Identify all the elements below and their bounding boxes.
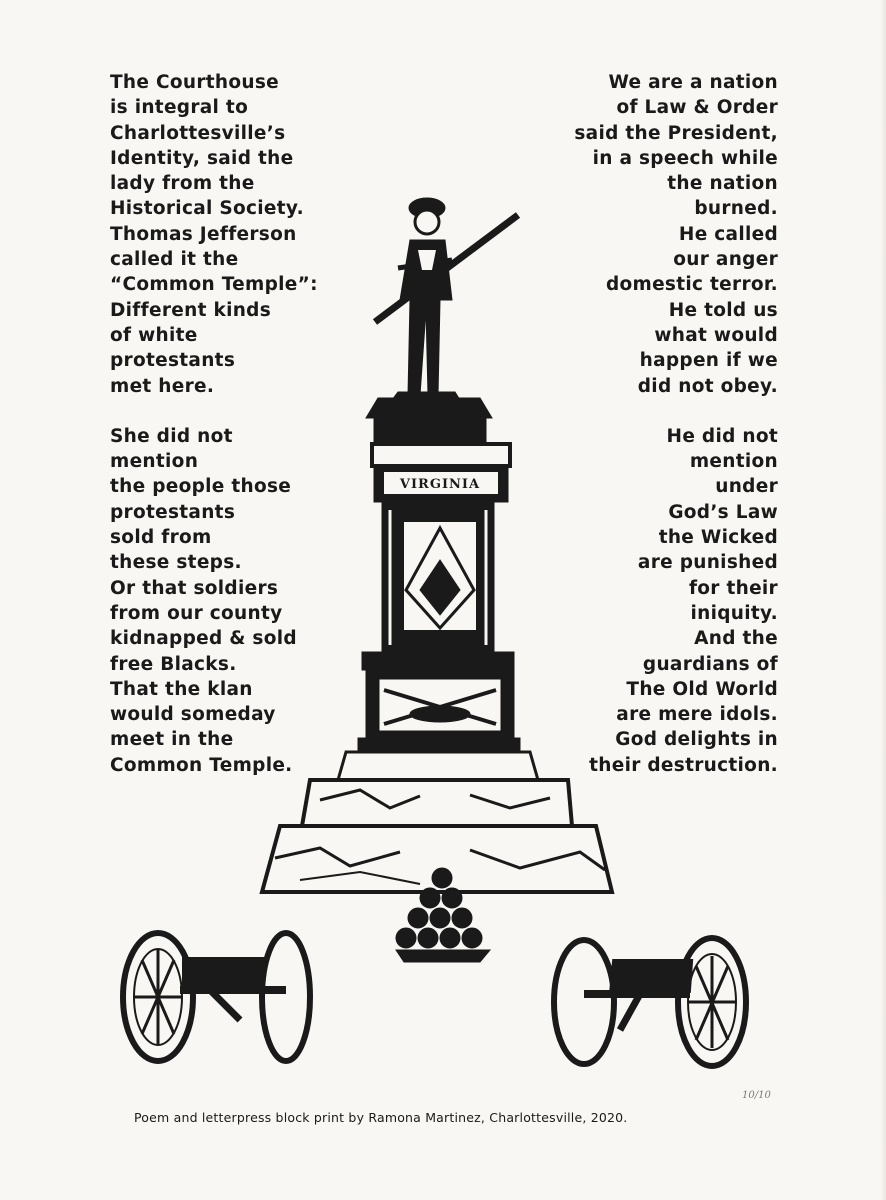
poem-line: burned.: [694, 198, 778, 220]
poem-line: are mere idols.: [616, 704, 778, 726]
poem-line: met here.: [110, 375, 215, 397]
poem-line: under: [715, 476, 778, 498]
poem-line: The Old World: [626, 678, 778, 700]
poem-stanza: [110, 70, 318, 399]
poem-line: mention: [689, 451, 778, 473]
poem-line: of white: [110, 324, 198, 346]
poem-line: Thomas Jefferson: [110, 223, 297, 245]
poem-line: The Courthouse: [110, 72, 280, 93]
poem-line: mention: [110, 451, 199, 473]
cannon-right: [554, 938, 746, 1066]
poem-line: He called: [678, 223, 778, 245]
poem-line: in a speech while: [592, 147, 778, 169]
poem-line: is integral to: [110, 97, 249, 119]
poem-stanza: [110, 424, 318, 778]
poem-line: guardians of: [642, 653, 778, 675]
poem-left-column: [110, 70, 318, 803]
poem-line: would someday: [110, 704, 276, 726]
poem-stanza: [574, 424, 778, 778]
poem-line: protestants: [110, 501, 236, 523]
edition-number: 10/10: [742, 1090, 771, 1101]
poem-line: said the President,: [574, 122, 778, 144]
poem-line: of Law & Order: [616, 97, 778, 119]
poem-line: Charlottesville’s: [110, 122, 286, 144]
poem-line: what would: [654, 324, 778, 346]
poem-line: our anger: [673, 249, 778, 271]
poem-line: Or that soldiers: [110, 577, 279, 599]
artist-credit: Poem and letterpress block print by Ramona Martinez, Charlottesville, 2020.: [134, 1110, 628, 1125]
poem-line: Identity, said the: [110, 147, 294, 169]
poem-line: their destruction.: [589, 754, 778, 776]
soldier-statue: [375, 198, 518, 400]
poem-line: She did not: [110, 425, 233, 447]
poem-line: God delights in: [615, 729, 778, 751]
poem-line: “Common Temple”:: [110, 274, 318, 296]
cannon-left: [123, 933, 310, 1061]
poem-line: domestic terror.: [605, 274, 778, 296]
poem-line: iniquity.: [690, 602, 778, 624]
poem-line: did not obey.: [637, 375, 778, 397]
poem-stanza: [574, 70, 778, 399]
poem-line: That the klan: [110, 678, 253, 700]
poem-line: And the: [694, 628, 778, 650]
poem-line: free Blacks.: [110, 653, 237, 675]
poem-line: the people those: [110, 476, 292, 498]
poem-line: called it the: [110, 249, 239, 271]
poem-right-column: [574, 70, 778, 803]
poem-line: the Wicked: [658, 527, 778, 549]
poem-line: We are a nation: [608, 72, 778, 93]
poem-line: meet in the: [110, 729, 234, 751]
poem-line: from our county: [110, 602, 283, 624]
poem-line: happen if we: [639, 350, 778, 372]
pedestal-shaft: [382, 502, 494, 652]
pedestal-die: [358, 652, 520, 752]
poem-line: God’s Law: [668, 501, 778, 523]
poem-line: He did not: [666, 425, 778, 447]
poem-line: are punished: [637, 552, 778, 574]
poem-line: Historical Society.: [110, 198, 304, 220]
poem-line: kidnapped & sold: [110, 628, 297, 650]
poem-line: the nation: [667, 173, 778, 195]
poem-line: for their: [688, 577, 778, 599]
poem-line: protestants: [110, 350, 236, 372]
poem-line: Common Temple.: [110, 754, 293, 776]
plinth-inscription: VIRGINIA: [399, 477, 481, 492]
poem-line: these steps.: [110, 552, 242, 574]
poem-line: lady from the: [110, 173, 255, 195]
poem-line: Different kinds: [110, 299, 272, 321]
poem-line: He told us: [668, 299, 778, 321]
poem-line: sold from: [110, 527, 212, 549]
